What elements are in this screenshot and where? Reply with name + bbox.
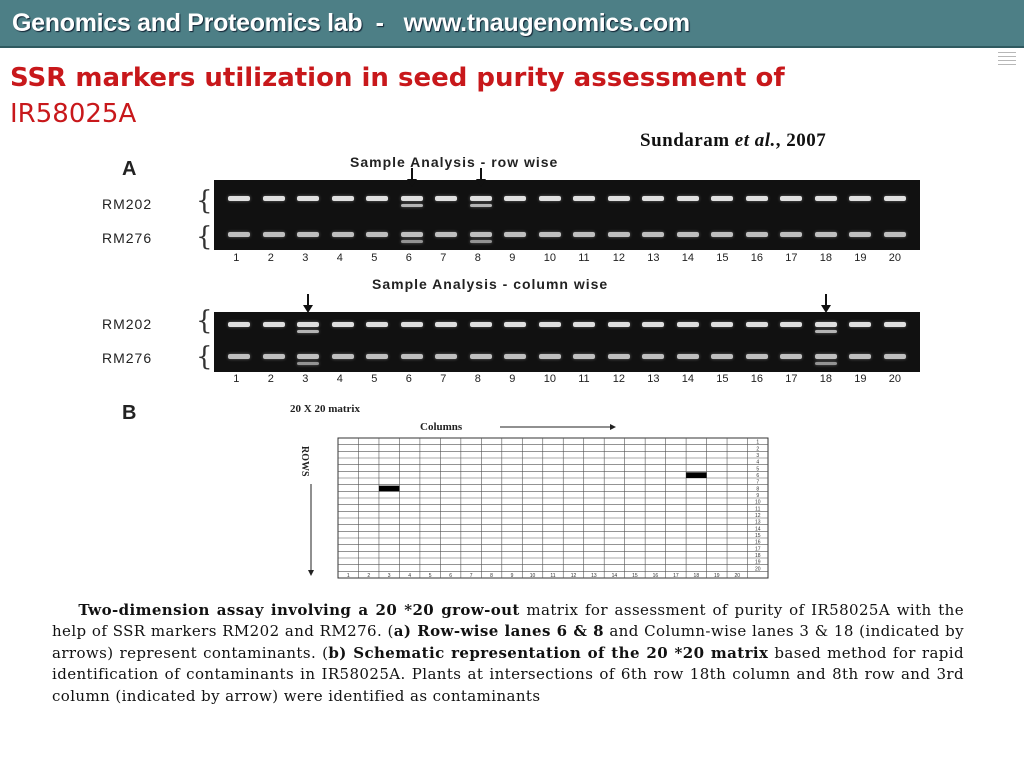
lane-number: 14 (681, 373, 694, 385)
gel-band (297, 196, 319, 201)
gel-band (470, 240, 492, 243)
matrix-row-number: 7 (756, 479, 760, 486)
contaminant-cell (686, 472, 706, 478)
down-arrow-icon (303, 294, 313, 314)
matrix-column-number: 17 (673, 573, 679, 579)
gel1-brace-1: { (196, 186, 213, 216)
matrix-figure (280, 400, 780, 585)
matrix-row-number: 11 (755, 506, 761, 513)
gel-band (401, 204, 423, 207)
gel-band (435, 354, 457, 359)
lane-number: 19 (854, 373, 867, 385)
gel-band (228, 232, 250, 237)
down-arrow-icon (821, 294, 831, 314)
lane-number: 2 (267, 252, 274, 264)
caption-bold-1: Two-dimension assay involving a 20 *20 grow-out (78, 601, 520, 619)
gel-band (642, 196, 664, 201)
gel1-marker-rm276: RM276 (102, 230, 153, 246)
gel-band (297, 232, 319, 237)
matrix-row-number: 16 (754, 539, 761, 546)
row-wise-caption: Sample Analysis - row wise (350, 154, 559, 170)
gel-band (884, 196, 906, 201)
lane-number: 11 (578, 373, 590, 385)
matrix-column-number: 15 (632, 573, 638, 579)
heading-line-2: IR58025A (10, 99, 137, 129)
gel-band (573, 354, 595, 359)
gel2-brace-2: { (196, 342, 213, 372)
gel-band (263, 232, 285, 237)
matrix-column-number: 18 (693, 573, 700, 579)
gel-band (470, 354, 492, 359)
gel-band (401, 354, 423, 359)
gel-band (332, 196, 354, 201)
gel-band (435, 196, 457, 201)
gel-band (470, 322, 492, 327)
gel-band (711, 196, 733, 201)
gel-band (366, 196, 388, 201)
gel-band (228, 322, 250, 327)
gel-band (263, 354, 285, 359)
matrix-column-number: 1 (346, 573, 350, 579)
matrix-row-number: 4 (756, 459, 760, 466)
gel-band (849, 232, 871, 237)
down-arrow-icon (407, 168, 417, 188)
column-wise-caption: Sample Analysis - column wise (372, 276, 609, 292)
matrix-row-number: 3 (756, 453, 760, 459)
matrix-row-number: 8 (756, 486, 760, 493)
gel-band (297, 354, 319, 359)
citation (640, 130, 826, 152)
lane-number: 7 (440, 252, 447, 264)
lane-number: 9 (509, 252, 516, 264)
lane-number: 3 (302, 252, 309, 264)
gel-band (504, 354, 526, 359)
caption-text-1: matrix for assessment of purity of IR58025A with the help of SSR markers RM202 and RM276. ( (52, 601, 964, 641)
gel-band (228, 354, 250, 359)
lane-number: 12 (612, 373, 625, 385)
matrix-column-number: 5 (428, 573, 432, 579)
matrix-column-number: 4 (408, 573, 412, 579)
lane-number: 5 (371, 252, 378, 264)
lane-number: 14 (681, 252, 694, 264)
matrix-row-number: 20 (754, 566, 761, 573)
lane-number: 4 (336, 252, 343, 264)
matrix-columns-label: Columns (420, 421, 463, 433)
matrix-row-number: 12 (754, 513, 761, 519)
gel-band (401, 240, 423, 243)
gel-band (297, 322, 319, 327)
lane-number: 10 (543, 252, 556, 264)
matrix-column-number: 19 (714, 573, 720, 579)
gel-band (608, 232, 630, 237)
gel-band (470, 196, 492, 201)
gel-band (470, 204, 492, 207)
citation-author: Sundaram (640, 130, 735, 151)
gel-band (366, 232, 388, 237)
gel-band (746, 232, 768, 237)
caption-bold-3: b) Schematic representation of the 20 *20 matrix (328, 643, 769, 662)
gel-row-wise (214, 180, 920, 250)
lane-number: 7 (440, 373, 447, 385)
matrix-rows-label: ROWS (299, 446, 310, 477)
lane-number: 12 (612, 252, 625, 264)
gel-band (332, 354, 354, 359)
gel-band (884, 354, 906, 359)
lane-number: 17 (785, 252, 798, 264)
lane-number: 6 (405, 252, 412, 264)
gel-band (573, 196, 595, 201)
gel-band (435, 232, 457, 237)
gel-band (849, 354, 871, 359)
gel-band (608, 196, 630, 201)
gel-band (849, 196, 871, 201)
gel-band (539, 232, 561, 237)
lane-number: 13 (647, 373, 660, 385)
caption-text-2: and Column-wise lanes 3 & 18 (indicated by arrows) represent contaminants. ( (52, 622, 964, 662)
lane-number: 16 (750, 252, 763, 264)
gel-band (504, 232, 526, 237)
matrix-column-number: 13 (591, 573, 597, 579)
lane-number: 19 (854, 252, 867, 264)
lane-number: 2 (267, 373, 274, 385)
matrix-column-number: 8 (490, 573, 493, 579)
gel-band (815, 232, 837, 237)
gel-band (470, 232, 492, 237)
gel-band (677, 232, 699, 237)
contaminant-cell (379, 486, 399, 492)
gel-band (608, 322, 630, 327)
lane-number: 20 (888, 252, 901, 264)
gel2-brace-1: { (196, 306, 213, 336)
matrix-column-number: 3 (387, 573, 391, 579)
gel-band (401, 232, 423, 237)
citation-year: , 2007 (775, 130, 827, 151)
gel1-brace-2: { (196, 222, 213, 252)
gel1-marker-rm202: RM202 (102, 196, 153, 212)
lane-number: 10 (543, 373, 556, 385)
lane-number: 11 (578, 252, 590, 264)
header-title: Genomics and Proteomics lab - www.tnaugenomics.com (12, 9, 690, 37)
lane-number: 5 (371, 373, 378, 385)
lane-number: 9 (509, 373, 516, 385)
matrix-column-number: 12 (570, 573, 577, 579)
matrix-row-number: 10 (754, 499, 761, 506)
lane-number: 3 (302, 373, 309, 385)
matrix-border (338, 438, 768, 578)
matrix-column-number: 20 (734, 573, 741, 579)
gel-band (539, 322, 561, 327)
figure-caption (52, 600, 964, 707)
matrix-row-number: 13 (754, 519, 761, 526)
lane-number: 6 (405, 373, 412, 385)
caption-bold-2: a) Row-wise lanes 6 & 8 (393, 622, 604, 641)
matrix-row-number: 9 (756, 493, 760, 499)
gel-band (884, 322, 906, 327)
lane-number: 20 (888, 373, 901, 385)
lane-number: 15 (716, 373, 729, 385)
lane-number: 1 (233, 252, 240, 264)
gel-band (642, 232, 664, 237)
lane-number: 8 (474, 373, 481, 385)
matrix-row-number: 1 (756, 439, 760, 446)
lane-number: 8 (474, 252, 481, 264)
gel-band (884, 232, 906, 237)
gel-band (677, 322, 699, 327)
matrix-row-number: 19 (754, 559, 761, 566)
citation-etal: et al. (734, 130, 776, 151)
rows-arrow-head (308, 570, 314, 576)
matrix-row-number: 2 (756, 446, 760, 453)
gel-band (642, 322, 664, 327)
lane-number: 1 (233, 373, 240, 385)
slide-heading (10, 60, 910, 132)
gel-band (815, 196, 837, 201)
gel-band (539, 354, 561, 359)
gel-band (263, 196, 285, 201)
lane-number: 18 (819, 373, 832, 385)
heading-line-1: SSR markers utilization in seed purity assessment of (10, 63, 785, 93)
gel-band (435, 322, 457, 327)
gel2-marker-rm276: RM276 (102, 350, 153, 366)
gel-band (539, 196, 561, 201)
matrix-column-number: 16 (652, 573, 659, 579)
gel-band (401, 322, 423, 327)
lane-number: 15 (716, 252, 729, 264)
gel2-marker-rm202: RM202 (102, 316, 153, 332)
gel-band (746, 322, 768, 327)
gel-band (815, 322, 837, 327)
gel-band (504, 196, 526, 201)
gel-band (815, 362, 837, 365)
gel-band (366, 322, 388, 327)
gel-band (815, 330, 837, 333)
matrix-row-number: 17 (754, 546, 761, 553)
gel-band (297, 362, 319, 365)
matrix-column-number: 10 (529, 573, 536, 579)
panel-a-label: A (122, 158, 137, 180)
gel-band (401, 196, 423, 201)
matrix-row-number: 14 (754, 526, 761, 533)
header-bar (0, 0, 1024, 48)
gel-band (608, 354, 630, 359)
matrix-column-number: 2 (367, 573, 371, 579)
gel-band (746, 196, 768, 201)
matrix-row-number: 15 (754, 533, 761, 539)
panel-b-label: B (122, 402, 137, 424)
gel-band (677, 196, 699, 201)
gel-band (780, 322, 802, 327)
gel-band (780, 196, 802, 201)
gel-band (228, 196, 250, 201)
gel-band (711, 232, 733, 237)
matrix-row-number: 18 (754, 553, 761, 559)
gel-band (711, 354, 733, 359)
gel-band (332, 322, 354, 327)
menu-lines-icon (998, 50, 1016, 66)
matrix-title: 20 X 20 matrix (290, 403, 360, 415)
gel-band (263, 322, 285, 327)
gel-band (780, 354, 802, 359)
gel-column-wise (214, 312, 920, 372)
matrix-column-number: 7 (469, 573, 473, 579)
matrix-column-number: 11 (550, 573, 556, 579)
gel-band (642, 354, 664, 359)
gel-band (366, 354, 388, 359)
gel-band (573, 322, 595, 327)
gel-band (573, 232, 595, 237)
lane-number: 16 (750, 373, 763, 385)
lane-number: 18 (819, 252, 832, 264)
matrix-svg (280, 400, 780, 585)
caption-text-3: based method for rapid identification of contaminants in IR58025A. Plants at intersections of 6th row 18th column and 8th row and 3rd column (indicated by arrow) were identified as contaminants (52, 643, 964, 705)
gel-band (746, 354, 768, 359)
lane-number: 4 (336, 373, 343, 385)
matrix-column-number: 14 (611, 573, 618, 579)
lane-number: 13 (647, 252, 660, 264)
lane-number: 17 (785, 373, 798, 385)
gel-band (780, 232, 802, 237)
gel-band (815, 354, 837, 359)
gel-band (332, 232, 354, 237)
matrix-row-number: 5 (756, 466, 760, 473)
gel-band (504, 322, 526, 327)
down-arrow-icon (476, 168, 486, 188)
gel-band (849, 322, 871, 327)
gel-band (711, 322, 733, 327)
gel-band (677, 354, 699, 359)
columns-arrow-head (610, 424, 616, 430)
matrix-column-number: 6 (449, 573, 453, 579)
matrix-column-number: 9 (510, 573, 514, 579)
gel-band (297, 330, 319, 333)
matrix-row-number: 6 (756, 473, 760, 479)
